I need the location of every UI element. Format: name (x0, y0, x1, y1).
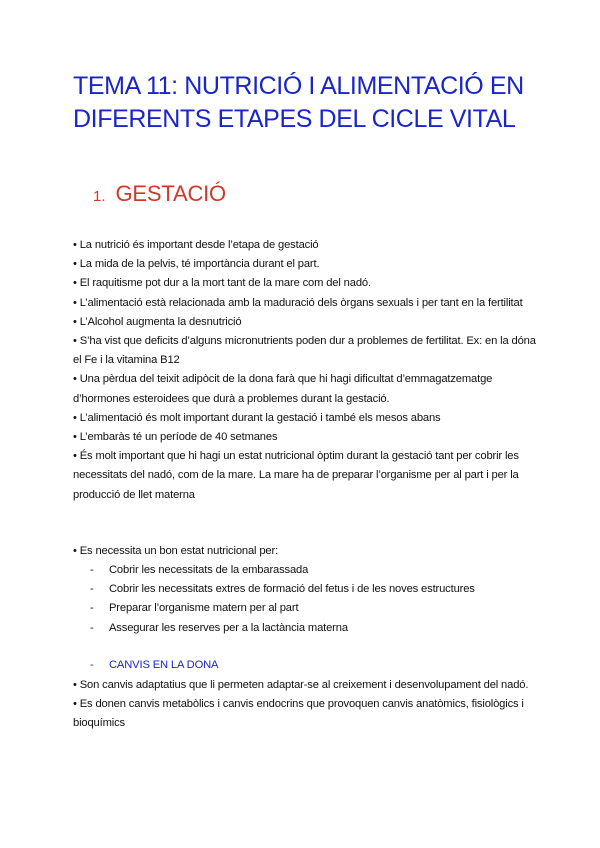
needs-intro: • Es necessita un bon estat nutricional per: (73, 545, 279, 557)
needs-list-item: - Assegurar les reserves per a la lactància materna (90, 619, 530, 638)
section-number: 1. (93, 188, 106, 205)
bullet-item: • L’embaràs té un període de 40 setmanes (73, 431, 278, 444)
bullet-item: • La mida de la pelvis, té importància durant el part. (73, 258, 320, 271)
bullet-item: • L’alimentació és molt important durant la gestació i també els mesos abans (73, 411, 441, 424)
bullet-item: • És molt important que hi hagi un estat nutricional òptim durant la gestació tant per cobrir les necessitats del nadó, com de la mare. La mare ha de preparar l’organisme per al part i per la producció de llet materna (73, 450, 519, 501)
needs-list-item: - Preparar l’organisme matern per al part (90, 599, 530, 618)
needs-list-item: - Cobrir les necessitats extres de formació del fetus i de les noves estructures (90, 580, 530, 599)
subheading-list (90, 656, 530, 675)
needs-list (90, 561, 530, 638)
document-title: TEMA 11: NUTRICIÓ I ALIMENTACIÓ EN DIFERENTS ETAPES DEL CICLE VITAL (73, 72, 524, 133)
bullet-item: • Son canvis adaptatius que li permeten adaptar-se al creixement i desenvolupament del nadó. (73, 679, 529, 691)
bullet-item: • La nutrició és important desde l’etapa de gestació (73, 239, 319, 251)
bullet-item: • Es donen canvis metabòlics i canvis endocrins que provoquen canvis anatòmics, fisiològics i bioquímics (73, 698, 524, 730)
bullet-item: • El raquitisme pot dur a la mort tant de la mare com del nadó. (73, 277, 371, 290)
bullet-item: • S’ha vist que deficits d’alguns micronutrients poden dur a problemes de fertilitat. Ex: en la dóna el Fe i la vitamina B12 (73, 335, 536, 367)
section-heading-text: GESTACIÓ (115, 181, 226, 206)
section-heading (93, 180, 226, 208)
subheading: - CANVIS EN LA DONA (90, 656, 530, 675)
bullet-item: • Una pèrdua del teixit adipòcit de la dona farà que hi hagi dificultat d’emmagatzematge d’hormones esteroidees que durà a problemes durant la gestació. (73, 373, 493, 405)
bullet-item: • L’alimentació està relacionada amb la maduració dels òrgans sexuals i per tant en la fertilitat (73, 296, 523, 309)
bullet-list-2 (73, 676, 543, 734)
needs-list-item: - Cobrir les necessitats de la embarassada (90, 561, 530, 580)
bullet-list-1 (73, 236, 543, 505)
bullet-item: • L’Alcohol augmenta la desnutrició (73, 315, 242, 328)
